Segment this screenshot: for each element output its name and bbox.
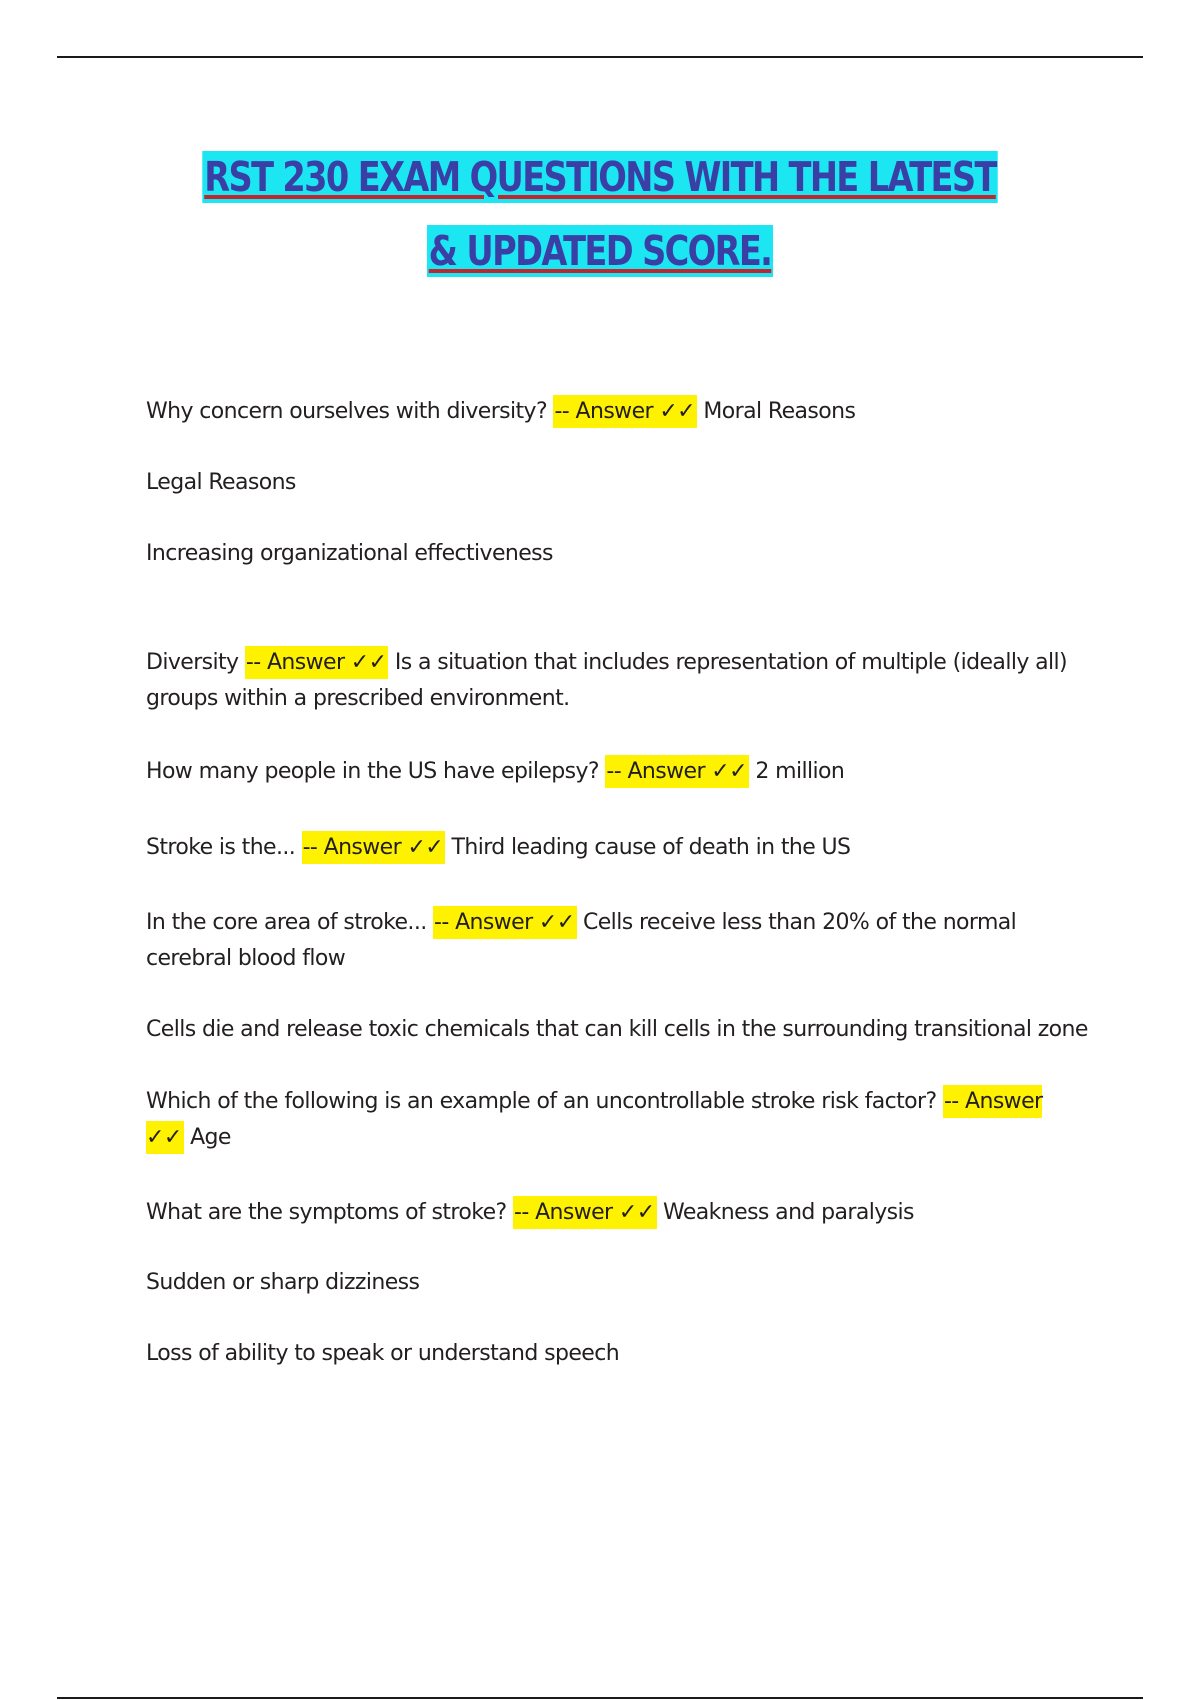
answer-continuation: Loss of ability to speak or understand speech (146, 1341, 620, 1366)
question-text: Diversity (146, 650, 239, 675)
answer-marker: -- Answer ✓✓ (605, 755, 749, 788)
answer-text: Is a situation that includes representation of multiple (ideally all) groups within a prescribed environment. (146, 650, 1068, 711)
answer-marker: -- Answer ✓✓ (245, 646, 389, 679)
answer-marker: -- Answer ✓✓ (553, 395, 697, 428)
answer-text: Age (190, 1125, 231, 1150)
answer-text: Moral Reasons (703, 399, 856, 424)
question-text: Stroke is the... (146, 835, 296, 860)
answer-marker: -- Answer ✓✓ (146, 1085, 1042, 1154)
question-text: Why concern ourselves with diversity? (146, 399, 548, 424)
top-rule (57, 56, 1143, 58)
question-text: Which of the following is an example of an uncontrollable stroke risk factor? (146, 1089, 937, 1114)
title-text: RST 230 EXAM QUESTIONS WITH THE LATEST & UPDATED SCORE. (204, 153, 996, 275)
question-text: What are the symptoms of stroke? (146, 1200, 507, 1225)
qa-item-2 (146, 645, 1086, 717)
qa-item-6 (146, 1084, 1086, 1156)
page-title (190, 140, 1010, 288)
qa-item-3 (146, 754, 1086, 790)
answer-marker: -- Answer ✓✓ (513, 1196, 657, 1229)
question-text: How many people in the US have epilepsy? (146, 759, 599, 784)
question-text: In the core area of stroke... (146, 910, 427, 935)
qa-item-4 (146, 830, 1086, 866)
answer-continuation: Legal Reasons (146, 470, 296, 495)
qa-item-7 (146, 1195, 1086, 1231)
qa-item-1 (146, 394, 1086, 430)
answer-text: Weakness and paralysis (662, 1200, 914, 1225)
qa-item-5 (146, 905, 1086, 977)
answer-marker: -- Answer ✓✓ (433, 906, 577, 939)
answer-continuation: Cells die and release toxic chemicals that can kill cells in the surrounding transitional zone (146, 1017, 1088, 1042)
answer-text: 2 million (755, 759, 845, 784)
answer-text: Cells receive less than 20% of the normal cerebral blood flow (146, 910, 1017, 971)
answer-text: Third leading cause of death in the US (451, 835, 851, 860)
bottom-rule (57, 1697, 1143, 1699)
answer-continuation: Increasing organizational effectiveness (146, 541, 553, 566)
answer-marker: -- Answer ✓✓ (302, 831, 446, 864)
answer-continuation: Sudden or sharp dizziness (146, 1270, 420, 1295)
